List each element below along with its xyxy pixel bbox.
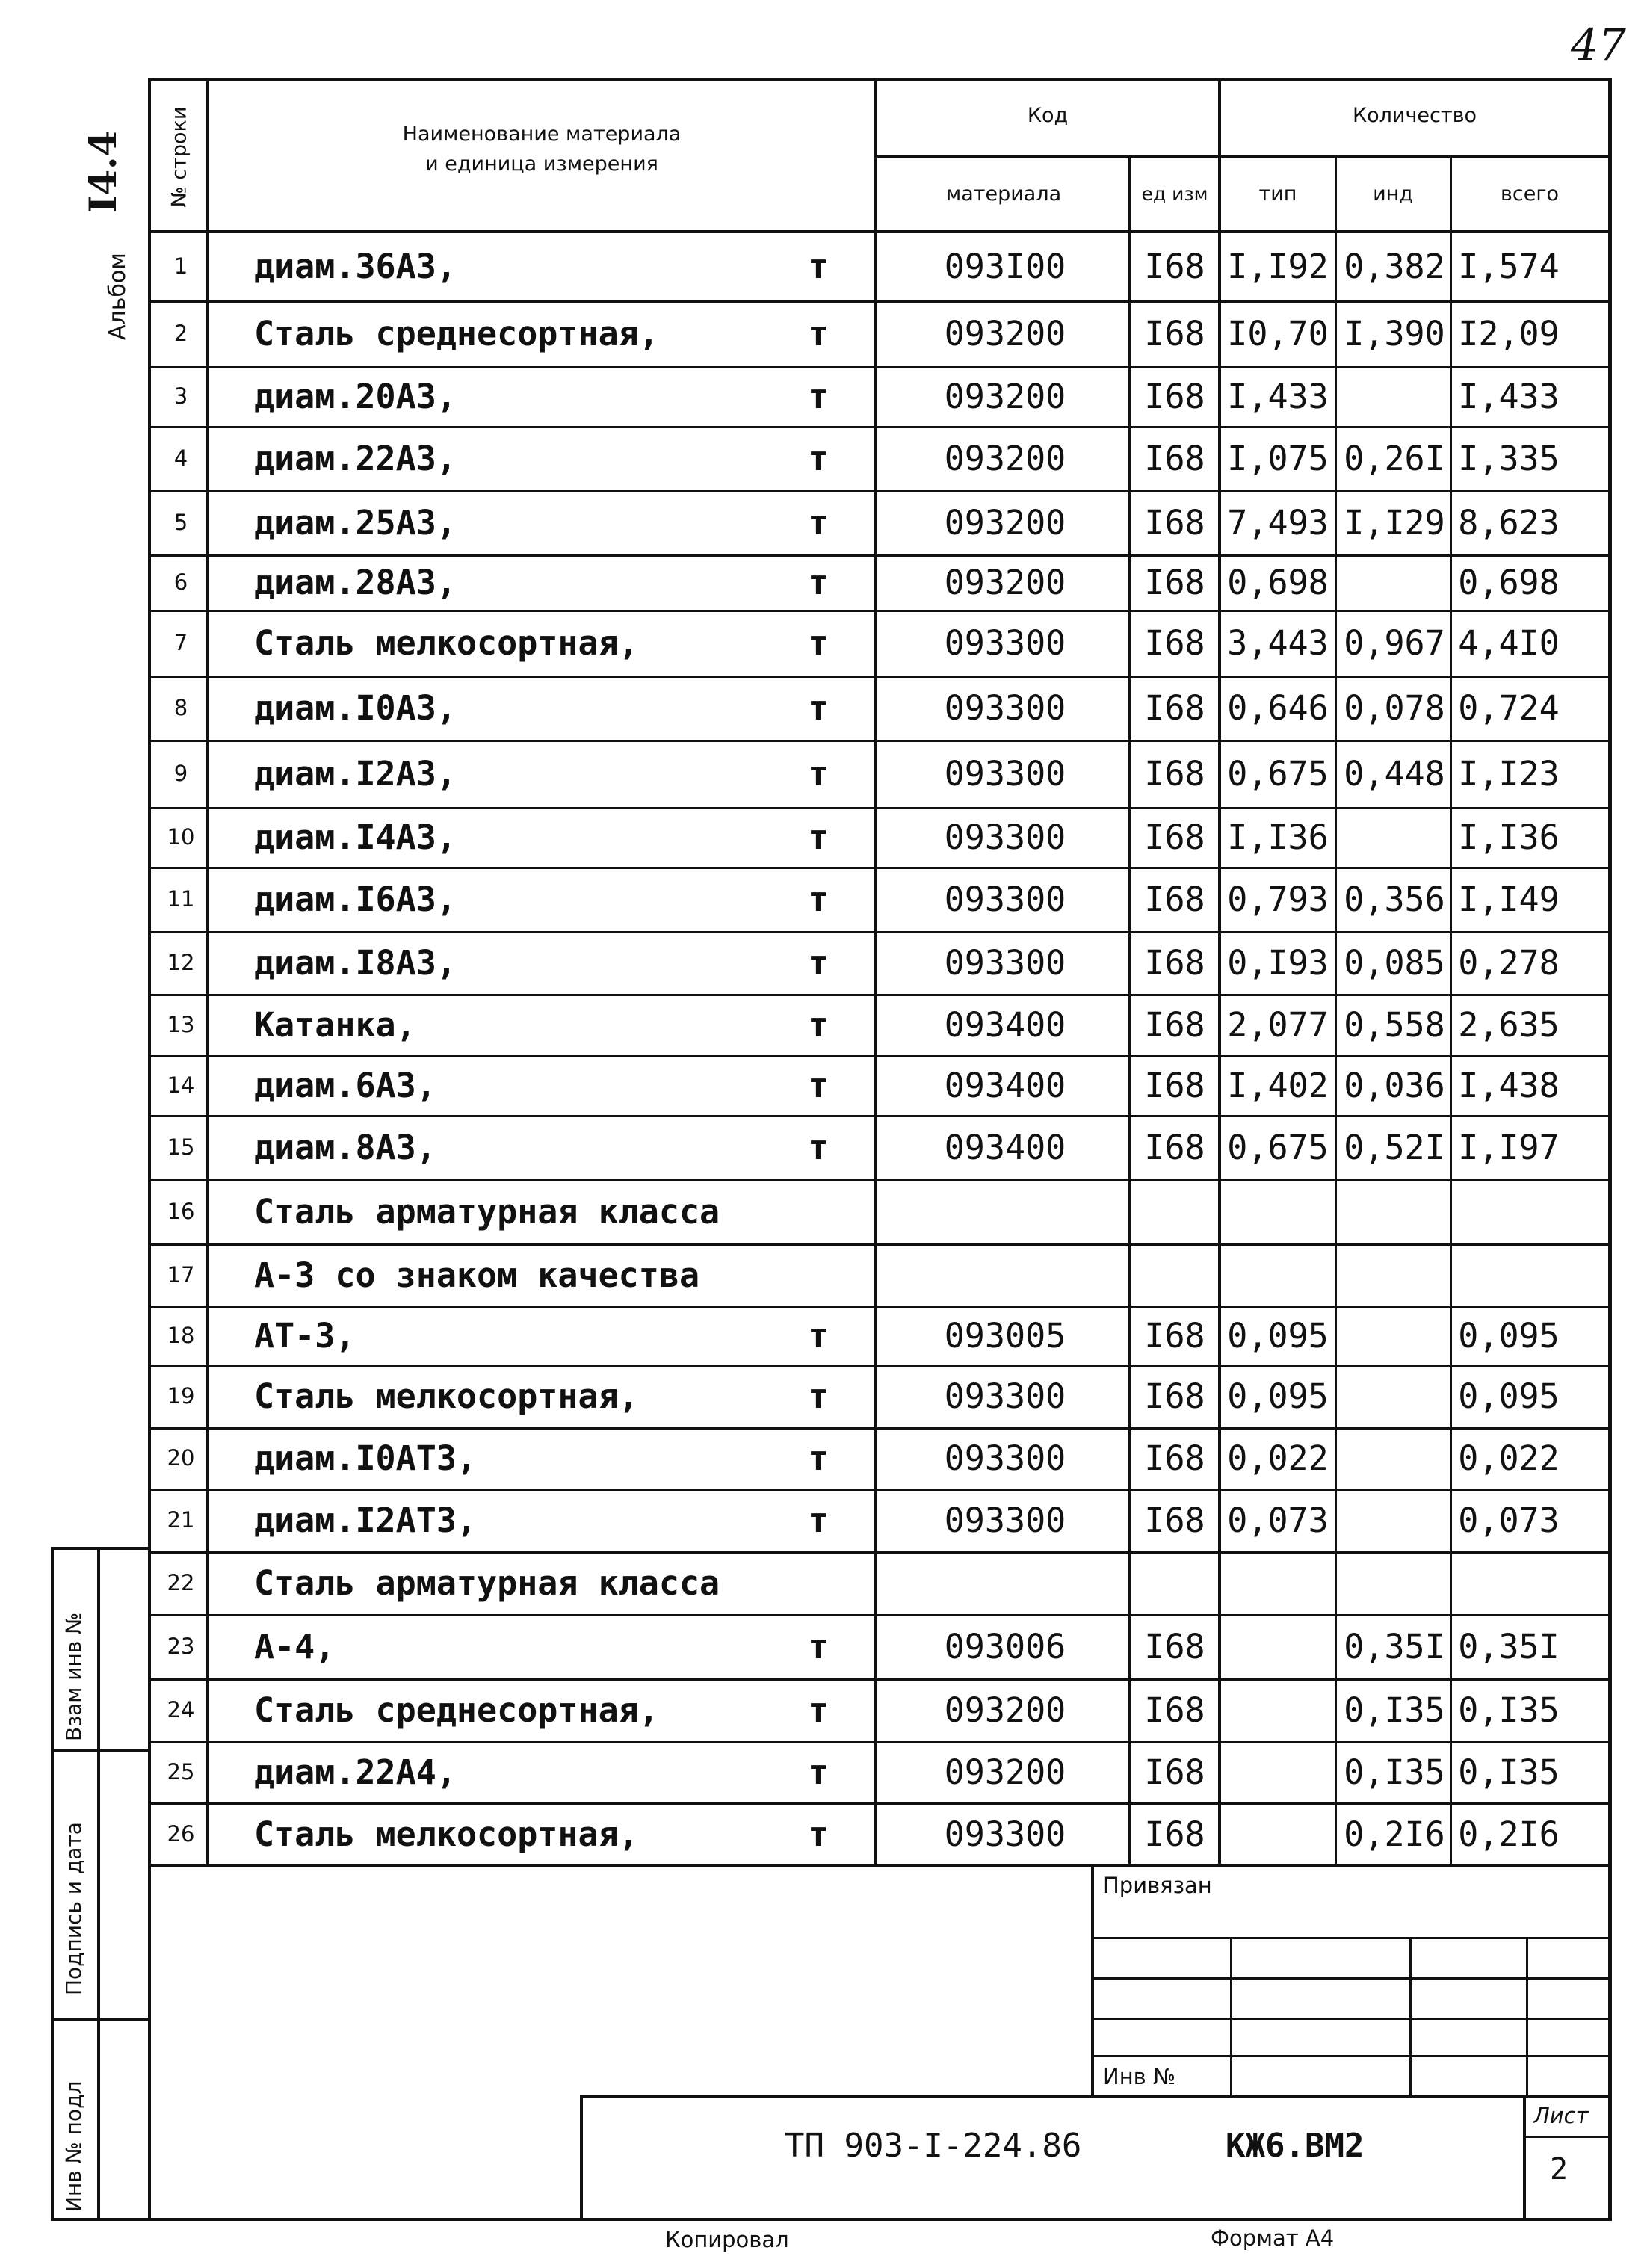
row-code: 093300 xyxy=(944,942,1066,983)
row-number: 8 xyxy=(173,695,188,720)
row-qty-ind: 0,35I xyxy=(1344,1626,1445,1666)
tb-line xyxy=(1091,1977,1610,1980)
row-uom: I68 xyxy=(1144,942,1205,983)
row-qty-tip xyxy=(1221,1551,1335,1614)
row-qty-total: 4,4I0 xyxy=(1458,622,1560,663)
row-name: диам.22А4, xyxy=(254,1752,457,1792)
row-qty-ind: 0,2I6 xyxy=(1344,1814,1445,1854)
row-number: 4 xyxy=(173,445,188,471)
row-name: Сталь арматурная класса xyxy=(254,1191,720,1232)
page-number: 47 xyxy=(1571,19,1626,70)
row-qty-tip: 0,698 xyxy=(1227,562,1329,602)
row-qty-ind: 0,448 xyxy=(1344,753,1445,794)
stamp-podpis-data: Подпись и дата xyxy=(61,1822,86,1995)
frame-right xyxy=(1608,78,1612,2221)
row-name: диам.28А3, xyxy=(254,562,457,602)
row-qty-ind: 0,26I xyxy=(1344,438,1445,478)
row-uom: I68 xyxy=(1144,438,1205,478)
row-qty-ind: 0,085 xyxy=(1344,942,1445,983)
row-qty-total xyxy=(1453,1551,1565,1614)
doc-code: ТП 903-I-224.86 xyxy=(785,2127,1082,2165)
row-code: 093200 xyxy=(944,502,1066,543)
footer-copied: Копировал xyxy=(665,2227,789,2252)
row-code: 093200 xyxy=(944,438,1066,478)
row-qty-tip: 0,646 xyxy=(1227,687,1329,728)
row-unit: т xyxy=(808,313,829,353)
row-name: Сталь арматурная класса xyxy=(254,1563,720,1603)
row-unit: т xyxy=(808,438,829,478)
row-uom: I68 xyxy=(1144,1500,1205,1540)
row-number: 10 xyxy=(167,824,195,850)
row-unit: т xyxy=(808,246,829,286)
table-bottom-line xyxy=(148,1864,1611,1867)
inv-no-label: Инв № xyxy=(1103,2064,1176,2089)
row-uom: I68 xyxy=(1144,502,1205,543)
row-qty-tip: 0,675 xyxy=(1227,1127,1329,1167)
row-qty-total: 0,724 xyxy=(1458,687,1560,728)
row-name: диам.I2АТ3, xyxy=(254,1500,478,1540)
row-code: 093200 xyxy=(944,313,1066,353)
row-name: диам.I0А3, xyxy=(254,687,457,728)
row-number: 13 xyxy=(167,1012,195,1037)
row-uom: I68 xyxy=(1144,1004,1205,1045)
frame-left xyxy=(148,78,151,2221)
row-code: 093400 xyxy=(944,1004,1066,1045)
row-qty-tip: I,433 xyxy=(1227,376,1329,416)
row-uom: I68 xyxy=(1144,817,1205,857)
row-code: 093300 xyxy=(944,1500,1066,1540)
row-qty-total: I,574 xyxy=(1458,246,1560,286)
row-qty-tip xyxy=(1221,1678,1335,1741)
row-qty-total: 0,35I xyxy=(1458,1626,1560,1666)
row-qty-total: I,I97 xyxy=(1458,1127,1560,1167)
row-qty-tip: 0,073 xyxy=(1227,1500,1329,1540)
row-name: Сталь среднесортная, xyxy=(254,1690,659,1730)
row-number: 15 xyxy=(167,1134,195,1160)
row-code: 093005 xyxy=(944,1315,1066,1356)
row-qty-total: 2,635 xyxy=(1458,1004,1560,1045)
row-qty-ind xyxy=(1338,1489,1451,1551)
row-qty-total: 0,I35 xyxy=(1458,1752,1560,1792)
row-qty-tip: 0,095 xyxy=(1227,1376,1329,1416)
row-uom: I68 xyxy=(1144,1376,1205,1416)
row-unit: т xyxy=(808,753,829,794)
row-unit: т xyxy=(808,502,829,543)
frame-bottom xyxy=(148,2218,1611,2221)
tb-line xyxy=(1091,1864,1094,2095)
row-name: Сталь мелкосортная, xyxy=(254,622,639,663)
row-name: диам.6А3, xyxy=(254,1065,436,1105)
row-qty-tip: 0,095 xyxy=(1227,1315,1329,1356)
row-qty-tip: 0,I93 xyxy=(1227,942,1329,983)
row-qty-tip xyxy=(1221,1243,1335,1306)
row-unit xyxy=(792,1551,844,1614)
tb-line xyxy=(1091,2018,1610,2020)
row-unit: т xyxy=(808,1065,829,1105)
row-qty-ind: 0,558 xyxy=(1344,1004,1445,1045)
row-qty-total xyxy=(1453,1179,1565,1243)
sheet-number: 2 xyxy=(1550,2152,1569,2187)
row-name: диам.25А3, xyxy=(254,502,457,543)
header-row-no-label: № строки xyxy=(167,106,191,208)
row-qty-ind xyxy=(1338,807,1451,867)
row-qty-total: 0,073 xyxy=(1458,1500,1560,1540)
row-qty-total: I2,09 xyxy=(1458,313,1560,353)
row-code: 093200 xyxy=(944,562,1066,602)
row-number: 12 xyxy=(167,950,195,975)
row-qty-ind: 0,I35 xyxy=(1344,1752,1445,1792)
row-uom: I68 xyxy=(1144,1065,1205,1105)
doc-mark: КЖ6.ВМ2 xyxy=(1226,2127,1365,2165)
stamp-line xyxy=(51,2018,151,2021)
row-qty-total xyxy=(1453,1243,1565,1306)
row-qty-total: 0,278 xyxy=(1458,942,1560,983)
header-quantity: Количество xyxy=(1352,104,1477,127)
row-code: 093300 xyxy=(944,622,1066,663)
row-unit: т xyxy=(808,687,829,728)
row-name: А-4, xyxy=(254,1626,336,1666)
tb-sheet-line xyxy=(1523,2136,1611,2138)
row-qty-ind xyxy=(1338,366,1451,426)
row-qty-total: 0,2I6 xyxy=(1458,1814,1560,1854)
header-code: Код xyxy=(1027,104,1069,127)
row-qty-ind: I,390 xyxy=(1344,313,1445,353)
row-unit: т xyxy=(808,1814,829,1854)
sheet-label: Лист xyxy=(1533,2103,1589,2128)
tb-line xyxy=(1409,1937,1412,2095)
tb-line xyxy=(1091,1937,1610,1939)
row-qty-ind: 0,967 xyxy=(1344,622,1445,663)
stamp-line xyxy=(51,1749,151,1752)
row-uom: I68 xyxy=(1144,753,1205,794)
tb-main-left xyxy=(580,2095,583,2221)
row-qty-ind xyxy=(1338,1365,1451,1427)
row-qty-total: 0,022 xyxy=(1458,1438,1560,1478)
row-code: 093300 xyxy=(944,753,1066,794)
row-qty-ind: 0,I35 xyxy=(1344,1690,1445,1730)
row-number: 5 xyxy=(173,510,188,535)
row-code: 093300 xyxy=(944,1438,1066,1478)
row-qty-total: I,I49 xyxy=(1458,879,1560,919)
row-code: 093200 xyxy=(944,1690,1066,1730)
row-uom: I68 xyxy=(1144,687,1205,728)
row-number: 6 xyxy=(173,569,188,595)
row-code: 093400 xyxy=(944,1127,1066,1167)
row-uom: I68 xyxy=(1144,1626,1205,1666)
row-qty-tip: I,402 xyxy=(1227,1065,1329,1105)
row-number: 3 xyxy=(173,383,188,409)
row-number: 21 xyxy=(167,1507,195,1533)
row-number: 14 xyxy=(167,1072,195,1098)
footer-format: Формат А4 xyxy=(1211,2225,1335,2251)
header-row-no xyxy=(157,90,202,224)
row-unit: т xyxy=(808,879,829,919)
tb-line xyxy=(1091,2055,1610,2057)
row-uom xyxy=(1130,1243,1220,1306)
row-name: диам.I2А3, xyxy=(254,753,457,794)
row-name: АТ-3, xyxy=(254,1315,356,1356)
row-number: 16 xyxy=(167,1199,195,1224)
row-uom: I68 xyxy=(1144,1814,1205,1854)
row-unit: т xyxy=(808,376,829,416)
header-code-uom: ед изм xyxy=(1141,183,1208,205)
row-unit: т xyxy=(808,1438,829,1478)
row-name: Катанка, xyxy=(254,1004,416,1045)
row-code: 093006 xyxy=(944,1626,1066,1666)
row-qty-total: I,433 xyxy=(1458,376,1560,416)
row-qty-tip: 0,793 xyxy=(1227,879,1329,919)
header-q-tip: тип xyxy=(1258,182,1297,206)
tb-sheet-left xyxy=(1523,2095,1526,2221)
row-name: диам.8А3, xyxy=(254,1127,436,1167)
row-unit: т xyxy=(808,562,829,602)
row-qty-ind: 0,036 xyxy=(1344,1065,1445,1105)
row-number: 19 xyxy=(167,1383,195,1409)
row-unit: т xyxy=(808,1752,829,1792)
stamp-line xyxy=(51,2218,151,2221)
row-uom: I68 xyxy=(1144,376,1205,416)
row-name: Сталь мелкосортная, xyxy=(254,1376,639,1416)
row-unit: т xyxy=(808,1127,829,1167)
row-number: 18 xyxy=(167,1323,195,1348)
row-unit xyxy=(792,1179,844,1243)
row-unit: т xyxy=(808,817,829,857)
row-number: 17 xyxy=(167,1262,195,1288)
row-code: 093200 xyxy=(944,1752,1066,1792)
row-uom: I68 xyxy=(1144,1127,1205,1167)
row-uom: I68 xyxy=(1144,313,1205,353)
row-code: 093300 xyxy=(944,1376,1066,1416)
stamp-inv-podl: Инв № подл xyxy=(61,2080,86,2212)
tb-main-top xyxy=(580,2095,1611,2098)
row-name: диам.I4А3, xyxy=(254,817,457,857)
row-qty-ind xyxy=(1338,1306,1451,1365)
row-qty-total: 0,095 xyxy=(1458,1315,1560,1356)
row-code xyxy=(882,1243,1128,1306)
frame-top xyxy=(148,78,1611,81)
col-line xyxy=(1335,157,1337,1865)
row-unit: т xyxy=(808,1500,829,1540)
row-qty-ind: 0,382 xyxy=(1344,246,1445,286)
row-qty-tip: 2,077 xyxy=(1227,1004,1329,1045)
row-number: 9 xyxy=(173,761,188,786)
row-uom: I68 xyxy=(1144,622,1205,663)
privyazan-label: Привязан xyxy=(1103,1873,1212,1898)
header-sub-line xyxy=(874,155,1610,158)
row-name: Сталь среднесортная, xyxy=(254,313,659,353)
row-unit: т xyxy=(808,942,829,983)
row-qty-tip xyxy=(1221,1741,1335,1802)
tb-line xyxy=(1230,1937,1232,2095)
row-qty-ind xyxy=(1338,1427,1451,1489)
row-unit: т xyxy=(808,622,829,663)
row-code: 093300 xyxy=(944,879,1066,919)
row-uom: I68 xyxy=(1144,1438,1205,1478)
row-number: 24 xyxy=(167,1697,195,1722)
row-number: 23 xyxy=(167,1634,195,1659)
row-qty-total: 0,I35 xyxy=(1458,1690,1560,1730)
row-name: диам.I6А3, xyxy=(254,879,457,919)
row-qty-tip: I,075 xyxy=(1227,438,1329,478)
row-name: диам.20А3, xyxy=(254,376,457,416)
row-name: диам.36А3, xyxy=(254,246,457,286)
row-qty-tip xyxy=(1221,1802,1335,1865)
tb-line xyxy=(1526,1937,1528,2095)
stamp-vzam-inv: Взам инв № xyxy=(61,1612,86,1741)
row-qty-total: 8,623 xyxy=(1458,502,1560,543)
row-name: диам.22А3, xyxy=(254,438,457,478)
row-name: Сталь мелкосортная, xyxy=(254,1814,639,1854)
row-unit xyxy=(792,1243,844,1306)
row-qty-ind: 0,52I xyxy=(1344,1127,1445,1167)
row-number: 25 xyxy=(167,1759,195,1785)
row-number: 26 xyxy=(167,1821,195,1847)
row-unit: т xyxy=(808,1315,829,1356)
album-label: Альбом xyxy=(105,253,131,340)
row-unit: т xyxy=(808,1626,829,1666)
row-qty-tip xyxy=(1221,1614,1335,1678)
row-qty-total: I,I36 xyxy=(1458,817,1560,857)
row-unit: т xyxy=(808,1690,829,1730)
row-qty-tip: 7,493 xyxy=(1227,502,1329,543)
row-qty-ind xyxy=(1338,554,1451,610)
row-qty-ind xyxy=(1338,1243,1451,1306)
row-code: 093300 xyxy=(944,1814,1066,1854)
stamp-line xyxy=(51,1547,151,1550)
row-number: 2 xyxy=(173,321,188,346)
row-uom: I68 xyxy=(1144,879,1205,919)
row-name: А-3 со знаком качества xyxy=(254,1255,700,1295)
stamp-frame-left xyxy=(51,1547,54,2219)
row-name: диам.I0АТ3, xyxy=(254,1438,478,1478)
header-code-material: материала xyxy=(945,182,1062,206)
row-unit: т xyxy=(808,1376,829,1416)
header-name-line2: и единица измерения xyxy=(425,152,658,176)
row-qty-total: 0,698 xyxy=(1458,562,1560,602)
header-q-ind: инд xyxy=(1373,182,1413,206)
row-code: 093200 xyxy=(944,376,1066,416)
header-name-line1: Наименование материала xyxy=(402,123,682,146)
row-name: диам.I8А3, xyxy=(254,942,457,983)
row-qty-ind: I,I29 xyxy=(1344,502,1445,543)
row-number: 22 xyxy=(167,1570,195,1595)
row-number: 11 xyxy=(167,886,195,912)
row-qty-tip: 0,022 xyxy=(1227,1438,1329,1478)
row-qty-ind: 0,356 xyxy=(1344,879,1445,919)
row-code: 093400 xyxy=(944,1065,1066,1105)
header-q-total: всего xyxy=(1500,182,1560,206)
row-qty-total: 0,095 xyxy=(1458,1376,1560,1416)
row-qty-tip: 3,443 xyxy=(1227,622,1329,663)
row-code: 093300 xyxy=(944,687,1066,728)
row-qty-ind: 0,078 xyxy=(1344,687,1445,728)
row-uom: I68 xyxy=(1144,1752,1205,1792)
row-uom: I68 xyxy=(1144,1315,1205,1356)
album-number: I4.4 xyxy=(81,130,125,213)
row-qty-tip xyxy=(1221,1179,1335,1243)
row-uom: I68 xyxy=(1144,562,1205,602)
row-qty-total: I,I23 xyxy=(1458,753,1560,794)
row-number: 7 xyxy=(173,630,188,655)
col-line xyxy=(874,78,877,1865)
row-qty-tip: 0,675 xyxy=(1227,753,1329,794)
row-qty-total: I,438 xyxy=(1458,1065,1560,1105)
row-qty-tip: I,I92 xyxy=(1227,246,1329,286)
row-code: 093I00 xyxy=(944,246,1066,286)
row-code: 093300 xyxy=(944,817,1066,857)
row-qty-tip: I0,70 xyxy=(1227,313,1329,353)
row-code xyxy=(882,1551,1128,1614)
row-qty-total: I,335 xyxy=(1458,438,1560,478)
row-number: 20 xyxy=(167,1445,195,1471)
row-qty-ind xyxy=(1338,1179,1451,1243)
row-uom xyxy=(1130,1551,1220,1614)
row-qty-ind xyxy=(1338,1551,1451,1614)
stamp-frame-inner xyxy=(97,1547,100,2219)
row-number: 1 xyxy=(173,253,188,279)
row-unit: т xyxy=(808,1004,829,1045)
row-code xyxy=(882,1179,1128,1243)
row-qty-tip: I,I36 xyxy=(1227,817,1329,857)
row-uom xyxy=(1130,1179,1220,1243)
row-uom: I68 xyxy=(1144,1690,1205,1730)
row-uom: I68 xyxy=(1144,246,1205,286)
